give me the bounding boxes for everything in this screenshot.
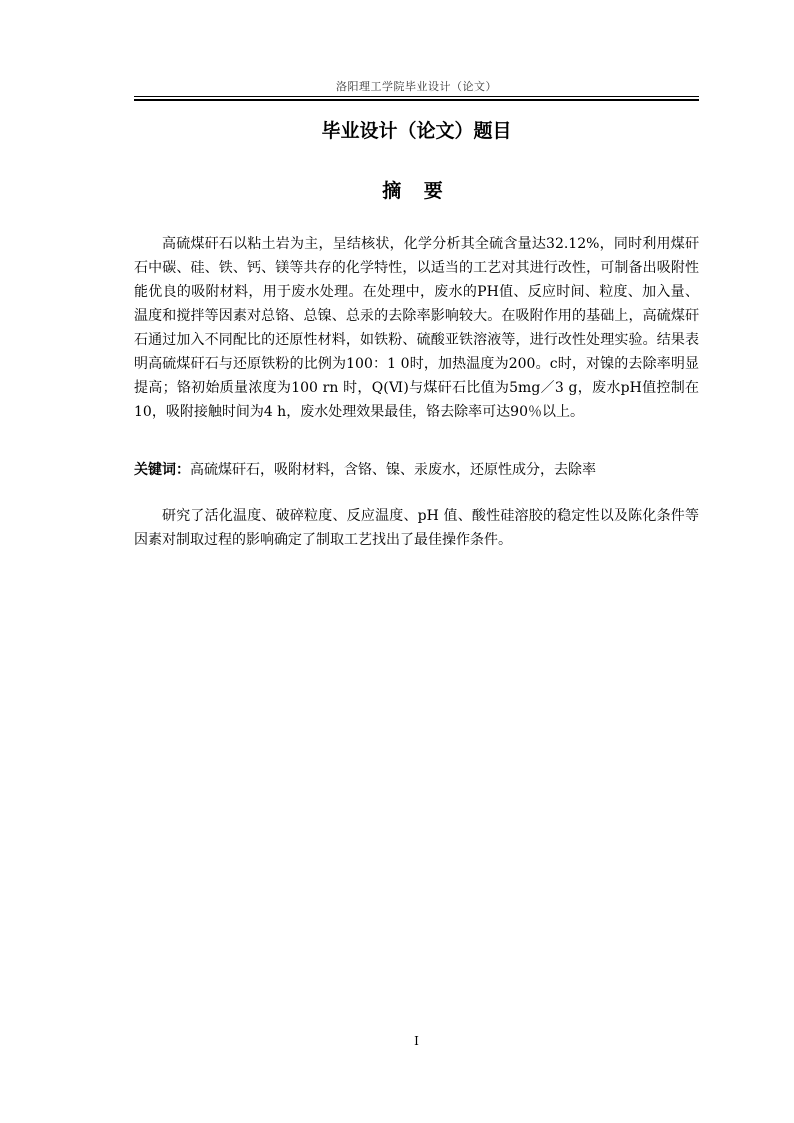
header-divider-thin (134, 96, 699, 97)
second-paragraph: 研究了活化温度、破碎粒度、反应温度、pH 值、酸性硅溶胶的稳定性以及陈化条件等因素对制取过程的影响确定了制取工艺找出了最佳操作条件。 (134, 508, 699, 548)
running-header: 洛阳理工学院毕业设计（论文） (336, 80, 497, 93)
abstract-body: 高硫煤矸石以粘土岩为主，呈结核状，化学分析其全硫含量达32.12%，同时利用煤矸石中碳、硅、铁、钙、镁等共存的化学特性，以适当的工艺对其进行改性，可制备出吸附性能优良的吸附材料，用于废水处理。在处理中，废水的PH值、反应时间、粒度、加入量、温度和搅拌等因素对总铬、总镍、总汞的去除率影响较大。在吸附作用的基础上，高硫煤矸石通过加入不同配比的还原性材料，如铁粉、硫酸亚铁溶液等，进行改性处理实验。结果表明高硫煤矸石与还原铁粉的比例为100：1 0时，加热温度为200。c时，对镍的去除率明显提高；铬初始质量浓度为100 rn 时，Q(Ⅵ)与煤矸石比值为5mg／3 g，废水pH值控制在10，吸附接触时间为4 h，废水处理效果最佳，铬去除率可达90％以上。 (134, 236, 699, 420)
keywords-label: 关键词： (134, 462, 190, 478)
abstract-heading: 摘 要 (382, 180, 451, 202)
keywords-line (134, 460, 699, 480)
keywords-text: 高硫煤矸石，吸附材料，含铬、镍、汞废水，还原性成分，去除率 (190, 462, 596, 478)
page-number: I (414, 1034, 419, 1048)
thesis-title: 毕业设计（论文）题目 (321, 120, 512, 142)
header-divider-thick (134, 99, 699, 101)
